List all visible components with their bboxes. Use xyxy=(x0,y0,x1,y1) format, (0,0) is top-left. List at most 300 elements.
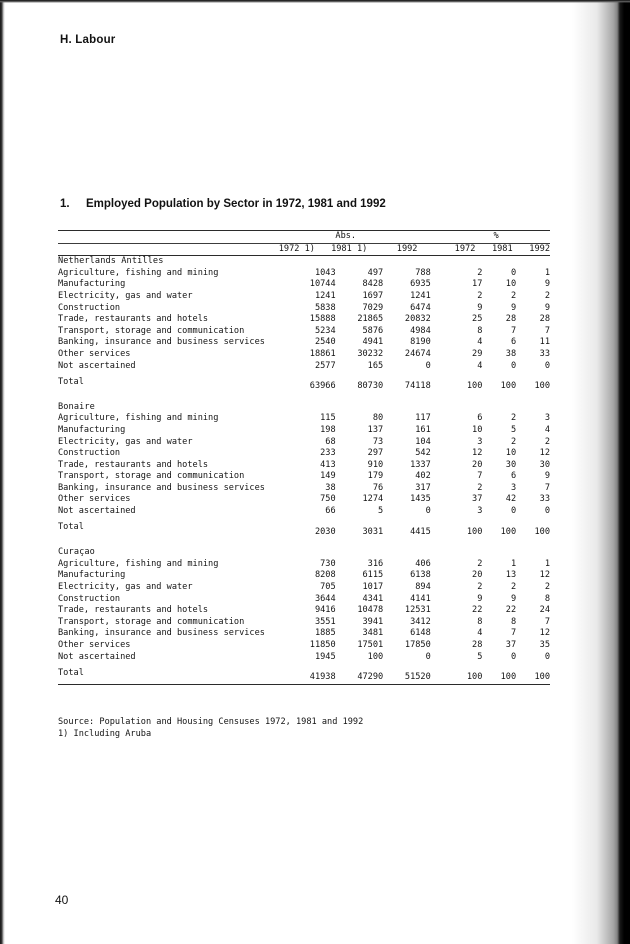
pct-value-1: 9 xyxy=(510,302,517,313)
abs-value-1: 297 xyxy=(367,448,384,459)
abs-value-1: 21865 xyxy=(357,314,384,325)
abs-value-0: 15888 xyxy=(309,314,336,325)
total-abs-value-1: 3031 xyxy=(362,526,384,537)
abs-value-2: 894 xyxy=(415,582,431,593)
abs-value-2: 20832 xyxy=(404,314,431,325)
abs-value-0: 66 xyxy=(325,506,336,517)
section-spacer xyxy=(58,538,550,547)
total-abs-value-2: 4415 xyxy=(410,526,431,537)
table-row xyxy=(58,291,550,303)
column-gap xyxy=(431,448,449,460)
year-header-row xyxy=(58,244,550,256)
table-title-text: Employed Population by Sector in 1972, 1981 and 1992 xyxy=(86,198,386,210)
pct-value-2: 35 xyxy=(539,640,550,650)
sector-label: Other services xyxy=(58,640,131,650)
sector-label: Transport, storage and communication xyxy=(58,325,245,336)
pct-value-1: 0 xyxy=(510,651,517,662)
pct-value-2: 7 xyxy=(544,482,550,493)
column-gap xyxy=(431,506,449,518)
table-row xyxy=(58,605,550,617)
column-gap xyxy=(431,337,449,349)
year-header-pct-1992: 1992 xyxy=(529,243,550,254)
pct-value-0: 8 xyxy=(477,325,483,336)
abs-value-1: 316 xyxy=(367,558,384,569)
year-header-pct-1972: 1972 xyxy=(454,243,476,254)
total-label: Total xyxy=(58,667,84,678)
abs-value-1: 80 xyxy=(372,413,384,424)
column-gap xyxy=(431,314,449,326)
column-gap xyxy=(431,605,449,617)
column-gap xyxy=(431,582,449,594)
abs-value-2: 6474 xyxy=(410,302,431,313)
abs-value-2: 3412 xyxy=(410,616,431,627)
column-gap xyxy=(431,518,449,539)
abs-value-1: 137 xyxy=(367,424,384,435)
total-pct-value-2: 100 xyxy=(534,526,550,537)
pct-value-2: 2 xyxy=(544,436,550,447)
pct-value-2: 9 xyxy=(544,471,550,482)
abs-value-0: 3644 xyxy=(314,593,336,604)
pct-value-2: 2 xyxy=(544,582,550,593)
pct-value-2: 1 xyxy=(544,267,550,278)
pct-value-0: 22 xyxy=(472,605,483,616)
pct-value-0: 5 xyxy=(477,651,483,662)
pct-value-0: 4 xyxy=(477,628,483,639)
pct-value-2: 3 xyxy=(544,413,550,424)
total-pct-value-1: 100 xyxy=(500,672,517,683)
column-gap xyxy=(431,361,449,373)
pct-value-1: 0 xyxy=(510,267,517,278)
abs-value-0: 11850 xyxy=(309,640,336,650)
pct-value-0: 2 xyxy=(477,582,483,593)
pct-value-2: 0 xyxy=(544,506,550,517)
pct-value-0: 3 xyxy=(477,436,483,447)
pct-value-0: 4 xyxy=(477,337,483,348)
column-gap xyxy=(431,594,449,606)
table-bottom-rule xyxy=(58,684,550,685)
pct-value-0: 8 xyxy=(477,616,483,627)
abs-value-2: 6935 xyxy=(410,279,431,290)
abs-value-0: 115 xyxy=(320,413,336,424)
table-row xyxy=(58,460,550,472)
total-pct-value-2: 100 xyxy=(534,672,550,683)
abs-value-0: 149 xyxy=(320,471,336,482)
sector-label: Manufacturing xyxy=(58,570,126,581)
sector-label: Construction xyxy=(58,302,121,313)
column-gap xyxy=(431,460,449,472)
abs-value-1: 165 xyxy=(367,360,384,371)
section-spacer xyxy=(58,393,550,402)
pct-value-2: 4 xyxy=(544,424,550,435)
pct-value-2: 1 xyxy=(544,558,550,569)
abs-value-2: 12531 xyxy=(404,605,431,616)
pct-value-0: 29 xyxy=(472,348,483,359)
pct-value-0: 2 xyxy=(477,482,483,493)
abs-value-1: 4941 xyxy=(362,337,384,348)
sector-label: Not ascertained xyxy=(58,651,136,662)
abs-value-1: 179 xyxy=(367,471,384,482)
table-row xyxy=(58,279,550,291)
column-gap xyxy=(431,628,449,640)
sector-label: Construction xyxy=(58,448,121,459)
column-gap xyxy=(431,640,449,652)
pct-value-1: 10 xyxy=(505,448,517,459)
pct-value-1: 6 xyxy=(510,471,517,482)
sector-label: Manufacturing xyxy=(58,424,126,435)
abs-value-0: 730 xyxy=(320,558,336,569)
year-header-abs-1972: 1972 1) xyxy=(278,243,315,254)
pct-value-1: 5 xyxy=(510,424,517,435)
table-row xyxy=(58,349,550,361)
total-pct-value-1: 100 xyxy=(500,381,517,392)
sector-label: Construction xyxy=(58,593,121,604)
abs-value-1: 76 xyxy=(372,482,384,493)
pct-value-1: 7 xyxy=(510,325,517,336)
abs-value-2: 17850 xyxy=(404,640,431,650)
sector-label: Trade, restaurants and hotels xyxy=(58,314,209,325)
region-name: Netherlands Antilles xyxy=(58,256,164,267)
abs-value-0: 3551 xyxy=(314,616,336,627)
table-notes xyxy=(58,716,363,740)
abs-value-2: 8190 xyxy=(410,337,431,348)
column-gap xyxy=(431,494,449,506)
sector-label: Electricity, gas and water xyxy=(58,290,193,301)
pct-value-0: 3 xyxy=(477,506,483,517)
abs-value-1: 100 xyxy=(367,651,384,662)
pct-value-0: 2 xyxy=(477,290,483,301)
pct-value-2: 33 xyxy=(539,348,550,359)
pct-value-0: 20 xyxy=(472,570,483,581)
pct-value-1: 1 xyxy=(510,558,517,569)
total-row xyxy=(58,663,550,684)
column-gap xyxy=(431,372,449,393)
abs-value-0: 68 xyxy=(325,436,336,447)
table-row xyxy=(58,640,550,652)
total-abs-value-1: 80730 xyxy=(357,381,384,392)
group-header-blank xyxy=(58,231,271,243)
column-gap xyxy=(431,617,449,629)
abs-value-2: 6148 xyxy=(410,628,431,639)
abs-value-0: 233 xyxy=(320,448,336,459)
region-heading-row xyxy=(58,256,550,268)
pct-value-2: 9 xyxy=(544,302,550,313)
column-gap xyxy=(431,437,449,449)
abs-value-2: 4984 xyxy=(410,325,431,336)
table-row xyxy=(58,413,550,425)
table-row xyxy=(58,506,550,518)
pct-value-2: 0 xyxy=(544,651,550,662)
sector-label: Electricity, gas and water xyxy=(58,582,193,593)
column-gap xyxy=(431,413,449,425)
abs-value-0: 1945 xyxy=(314,651,336,662)
column-gap xyxy=(431,652,449,664)
total-abs-value-0: 41938 xyxy=(309,672,336,683)
abs-value-1: 73 xyxy=(372,436,384,447)
abs-value-0: 1241 xyxy=(314,290,336,301)
abs-value-2: 406 xyxy=(415,558,431,569)
abs-value-1: 497 xyxy=(367,267,384,278)
table-row xyxy=(58,326,550,338)
page-number: 40 xyxy=(55,893,69,907)
region-name: Curaçao xyxy=(58,547,95,558)
abs-value-1: 7029 xyxy=(362,302,384,313)
pct-value-2: 33 xyxy=(539,494,550,505)
page-edge-right xyxy=(617,0,630,944)
sector-label: Other services xyxy=(58,494,131,505)
abs-value-2: 24674 xyxy=(404,348,431,359)
table-row xyxy=(58,268,550,280)
abs-value-0: 705 xyxy=(320,582,336,593)
pct-value-2: 11 xyxy=(539,337,550,348)
table-row xyxy=(58,448,550,460)
sector-label: Agriculture, fishing and mining xyxy=(58,413,219,424)
table-row xyxy=(58,337,550,349)
employment-table xyxy=(58,231,550,243)
table-row xyxy=(58,494,550,506)
group-header-gap xyxy=(421,231,442,243)
column-gap xyxy=(431,268,449,280)
abs-value-1: 17501 xyxy=(357,640,384,650)
pct-value-2: 24 xyxy=(539,605,550,616)
pct-value-0: 20 xyxy=(472,459,483,470)
pct-value-0: 28 xyxy=(472,640,483,650)
total-pct-value-0: 100 xyxy=(466,381,483,392)
abs-value-2: 402 xyxy=(415,471,431,482)
pct-value-2: 12 xyxy=(539,448,550,459)
abs-value-2: 317 xyxy=(415,482,431,493)
total-label: Total xyxy=(58,376,84,387)
abs-value-2: 0 xyxy=(425,651,431,662)
abs-value-2: 0 xyxy=(425,360,431,371)
pct-value-0: 25 xyxy=(472,314,483,325)
sector-label: Banking, insurance and business services xyxy=(58,482,265,493)
group-header-row xyxy=(58,231,550,243)
abs-value-2: 6138 xyxy=(410,570,431,581)
column-gap xyxy=(431,425,449,437)
year-header-blank xyxy=(58,244,263,256)
total-abs-value-2: 51520 xyxy=(404,672,431,683)
pct-value-1: 30 xyxy=(505,459,517,470)
pct-value-2: 12 xyxy=(539,570,550,581)
pct-value-1: 0 xyxy=(510,360,517,371)
group-header-pct: % xyxy=(493,231,499,241)
table-row xyxy=(58,314,550,326)
pct-value-0: 9 xyxy=(477,593,483,604)
chapter-heading: H. Labour xyxy=(60,34,116,46)
pct-value-1: 9 xyxy=(510,593,517,604)
sector-label: Trade, restaurants and hotels xyxy=(58,605,209,616)
year-header-gap xyxy=(417,244,438,256)
abs-value-1: 3941 xyxy=(362,616,384,627)
year-header-pct-1981: 1981 xyxy=(491,243,513,254)
pct-value-1: 38 xyxy=(505,348,517,359)
abs-value-0: 5838 xyxy=(314,302,336,313)
abs-value-1: 5876 xyxy=(362,325,384,336)
abs-value-2: 117 xyxy=(415,413,431,424)
total-abs-value-0: 2030 xyxy=(314,526,336,537)
pct-value-1: 6 xyxy=(510,337,517,348)
region-heading-row xyxy=(58,402,550,414)
pct-value-0: 7 xyxy=(477,471,483,482)
abs-value-0: 1885 xyxy=(314,628,336,639)
column-gap xyxy=(431,483,449,495)
column-gap xyxy=(431,349,449,361)
region-name: Bonaire xyxy=(58,401,95,412)
region-heading-row xyxy=(58,547,550,559)
abs-value-2: 4141 xyxy=(410,593,431,604)
pct-value-2: 7 xyxy=(544,325,550,336)
table-row xyxy=(58,570,550,582)
sector-label: Banking, insurance and business services xyxy=(58,628,265,639)
table-number: 1. xyxy=(60,198,70,210)
pct-value-1: 13 xyxy=(505,570,517,581)
pct-value-2: 2 xyxy=(544,290,550,301)
pct-value-0: 2 xyxy=(477,267,483,278)
abs-value-0: 750 xyxy=(320,494,336,505)
year-header-abs-1992: 1992 xyxy=(396,243,418,254)
abs-value-2: 1241 xyxy=(410,290,431,301)
pct-value-0: 6 xyxy=(477,413,483,424)
sector-label: Banking, insurance and business services xyxy=(58,337,265,348)
table-row xyxy=(58,582,550,594)
abs-value-1: 1274 xyxy=(362,494,384,505)
pct-value-0: 17 xyxy=(472,279,483,290)
total-pct-value-1: 100 xyxy=(500,526,517,537)
column-gap xyxy=(431,291,449,303)
total-abs-value-2: 74118 xyxy=(404,381,431,392)
pct-value-1: 22 xyxy=(505,605,517,616)
table-row xyxy=(58,471,550,483)
abs-value-1: 4341 xyxy=(362,593,384,604)
table-row xyxy=(58,559,550,571)
pct-value-2: 7 xyxy=(544,616,550,627)
column-gap xyxy=(431,663,449,684)
column-gap xyxy=(431,471,449,483)
sector-label: Agriculture, fishing and mining xyxy=(58,558,219,569)
pct-value-2: 9 xyxy=(544,279,550,290)
sector-label: Not ascertained xyxy=(58,360,136,371)
column-gap xyxy=(431,570,449,582)
table-row xyxy=(58,437,550,449)
sector-label: Transport, storage and communication xyxy=(58,616,245,627)
total-row xyxy=(58,372,550,393)
pct-value-0: 4 xyxy=(477,360,483,371)
year-header-abs-1981: 1981 1) xyxy=(331,243,368,254)
employment-table-body xyxy=(58,244,550,256)
table-row xyxy=(58,425,550,437)
sector-label: Manufacturing xyxy=(58,279,126,290)
table-row xyxy=(58,361,550,373)
sector-label: Transport, storage and communication xyxy=(58,471,245,482)
pct-value-2: 0 xyxy=(544,360,550,371)
page-edge-top xyxy=(0,0,630,3)
table-header xyxy=(58,231,550,243)
abs-value-0: 5234 xyxy=(314,325,336,336)
abs-value-1: 1017 xyxy=(362,582,384,593)
abs-value-0: 2540 xyxy=(314,337,336,348)
abs-value-0: 9416 xyxy=(314,605,336,616)
table-row xyxy=(58,652,550,664)
pct-value-1: 37 xyxy=(505,640,517,650)
abs-value-2: 0 xyxy=(425,506,431,517)
statistics-table xyxy=(58,230,550,685)
abs-value-1: 1697 xyxy=(362,290,384,301)
total-pct-value-0: 100 xyxy=(466,526,483,537)
table-row xyxy=(58,303,550,315)
abs-value-2: 542 xyxy=(415,448,431,459)
pct-value-2: 28 xyxy=(539,314,550,325)
abs-value-2: 161 xyxy=(415,424,431,435)
abs-value-0: 38 xyxy=(325,482,336,493)
abs-value-0: 10744 xyxy=(309,279,336,290)
column-gap xyxy=(431,303,449,315)
pct-value-2: 8 xyxy=(544,593,550,604)
abs-value-0: 1043 xyxy=(314,267,336,278)
sector-label: Electricity, gas and water xyxy=(58,436,193,447)
pct-value-1: 2 xyxy=(510,582,517,593)
table-body xyxy=(58,256,550,684)
pct-value-1: 42 xyxy=(505,494,517,505)
column-gap xyxy=(431,279,449,291)
pct-value-1: 8 xyxy=(510,616,517,627)
total-abs-value-1: 47290 xyxy=(357,672,384,683)
table-row xyxy=(58,483,550,495)
column-gap xyxy=(431,559,449,571)
year-header-body xyxy=(58,244,550,256)
abs-value-2: 104 xyxy=(415,436,431,447)
footnote-1: 1) Including Aruba xyxy=(58,729,152,739)
abs-value-0: 2577 xyxy=(314,360,336,371)
source-note: Source: Population and Housing Censuses 1972, 1981 and 1992 xyxy=(58,717,364,727)
pct-value-0: 12 xyxy=(472,448,483,459)
pct-value-0: 37 xyxy=(472,494,483,505)
pct-value-2: 12 xyxy=(539,628,550,639)
abs-value-1: 5 xyxy=(378,506,384,517)
abs-value-2: 788 xyxy=(415,267,431,278)
total-pct-value-0: 100 xyxy=(466,672,483,683)
table-row xyxy=(58,594,550,606)
abs-value-0: 18861 xyxy=(309,348,336,359)
employment-table-data xyxy=(58,256,550,684)
pct-value-1: 7 xyxy=(510,628,517,639)
pct-value-0: 10 xyxy=(472,424,483,435)
abs-value-2: 1337 xyxy=(410,459,431,470)
total-row xyxy=(58,518,550,539)
pct-value-1: 3 xyxy=(510,482,517,493)
sector-label: Not ascertained xyxy=(58,506,136,517)
total-pct-value-2: 100 xyxy=(534,381,550,392)
abs-value-1: 10478 xyxy=(357,605,384,616)
page-curl-shadow xyxy=(572,0,617,944)
pct-value-1: 0 xyxy=(510,506,517,517)
abs-value-1: 3481 xyxy=(362,628,384,639)
sector-label: Trade, restaurants and hotels xyxy=(58,459,209,470)
abs-value-1: 910 xyxy=(367,459,384,470)
pct-value-1: 10 xyxy=(505,279,517,290)
abs-value-0: 198 xyxy=(320,424,336,435)
abs-value-1: 8428 xyxy=(362,279,384,290)
group-header-abs: Abs. xyxy=(335,231,357,241)
pct-value-1: 2 xyxy=(510,413,517,424)
abs-value-1: 30232 xyxy=(357,348,384,359)
pct-value-2: 30 xyxy=(539,459,550,470)
abs-value-0: 413 xyxy=(320,459,336,470)
pct-value-0: 2 xyxy=(477,558,483,569)
pct-value-1: 2 xyxy=(510,436,517,447)
abs-value-0: 8208 xyxy=(314,570,336,581)
sector-label: Agriculture, fishing and mining xyxy=(58,267,219,278)
total-label: Total xyxy=(58,522,84,533)
